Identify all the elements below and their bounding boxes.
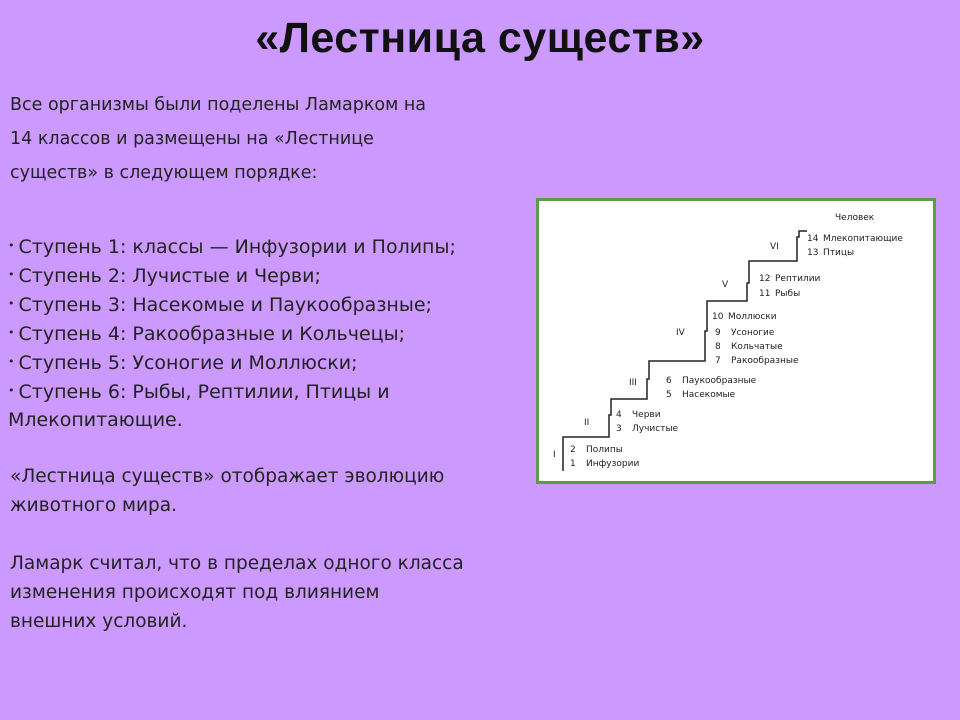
roman-numeral: II [584, 418, 590, 428]
step-text: Ступень 3: Насекомые и Паукообразные; [18, 294, 432, 316]
class-number: 9 [715, 328, 721, 338]
class-number: 5 [666, 390, 672, 400]
ladder-svg [539, 201, 933, 481]
class-number: 3 [616, 424, 622, 434]
step-item [8, 348, 528, 377]
para-line: внешних условий. [10, 611, 188, 632]
ladder-diagram [536, 198, 936, 484]
para-line: Ламарк считал, что в пределах одного класса [10, 553, 464, 574]
intro-line: Все организмы были поделены Ламарком на [10, 95, 427, 115]
class-name: Моллюски [728, 312, 777, 322]
step-text: Ступень 5: Усоногие и Моллюски; [18, 352, 358, 374]
step-item-continued [8, 406, 528, 434]
class-number: 7 [715, 356, 721, 366]
class-name: Черви [632, 410, 661, 420]
class-number: 11 [759, 289, 771, 299]
para-line: «Лестница существ» отображает эволюцию [10, 466, 445, 487]
slide-title: «Лестница существ» [255, 14, 705, 62]
step-text: Ступень 1: классы — Инфузории и Полипы; [18, 236, 456, 258]
step-item [8, 261, 528, 290]
top-label: Человек [835, 213, 875, 223]
intro-text [10, 88, 510, 190]
class-number: 1 [570, 459, 576, 469]
class-number: 12 [759, 274, 771, 284]
class-number: 6 [666, 376, 672, 386]
class-number: 2 [570, 445, 576, 455]
bullet-icon: • [8, 239, 15, 252]
class-name: Насекомые [682, 390, 736, 400]
bullet-icon: • [8, 355, 15, 368]
step-text: Млекопитающие. [8, 409, 183, 431]
step-text: Ступень 2: Лучистые и Черви; [18, 265, 321, 287]
class-name: Кольчатые [731, 342, 783, 352]
class-name: Паукообразные [682, 376, 757, 386]
roman-numeral: V [722, 280, 729, 290]
intro-line: 14 классов и размещены на «Лестнице [10, 129, 374, 149]
bullet-icon: • [8, 297, 15, 310]
steps-list [8, 232, 528, 434]
roman-numeral: IV [676, 328, 685, 338]
class-number: 14 [807, 234, 819, 244]
class-name: Инфузории [586, 459, 640, 469]
para-line: изменения происходят под влиянием [10, 582, 380, 603]
step-item [8, 319, 528, 348]
class-name: Усоногие [731, 328, 775, 338]
class-number: 4 [616, 410, 622, 420]
lamarck-paragraph [10, 549, 490, 636]
step-text: Ступень 6: Рыбы, Рептилии, Птицы и [18, 381, 390, 403]
para-line: животного мира. [10, 495, 177, 516]
bullet-icon: • [8, 326, 15, 339]
bullet-icon: • [8, 384, 15, 397]
step-item [8, 232, 528, 261]
intro-line: существ» в следующем порядке: [10, 163, 318, 183]
roman-numeral: I [553, 450, 556, 460]
step-text: Ступень 4: Ракообразные и Кольчецы; [18, 323, 405, 345]
class-number: 13 [807, 248, 819, 258]
class-name: Птицы [823, 248, 855, 258]
class-name: Лучистые [632, 424, 679, 434]
class-name: Рептилии [775, 274, 821, 284]
bullet-icon: • [8, 268, 15, 281]
evolution-paragraph [10, 462, 490, 520]
class-number: 8 [715, 342, 721, 352]
class-name: Полипы [586, 445, 623, 455]
class-name: Млекопитающие [823, 234, 903, 244]
class-name: Ракообразные [731, 356, 799, 366]
roman-numeral: VI [770, 242, 779, 252]
roman-numeral: III [629, 378, 637, 388]
class-labels [570, 234, 903, 469]
step-item [8, 377, 528, 406]
step-item [8, 290, 528, 319]
class-number: 10 [712, 312, 724, 322]
class-name: Рыбы [775, 289, 801, 299]
